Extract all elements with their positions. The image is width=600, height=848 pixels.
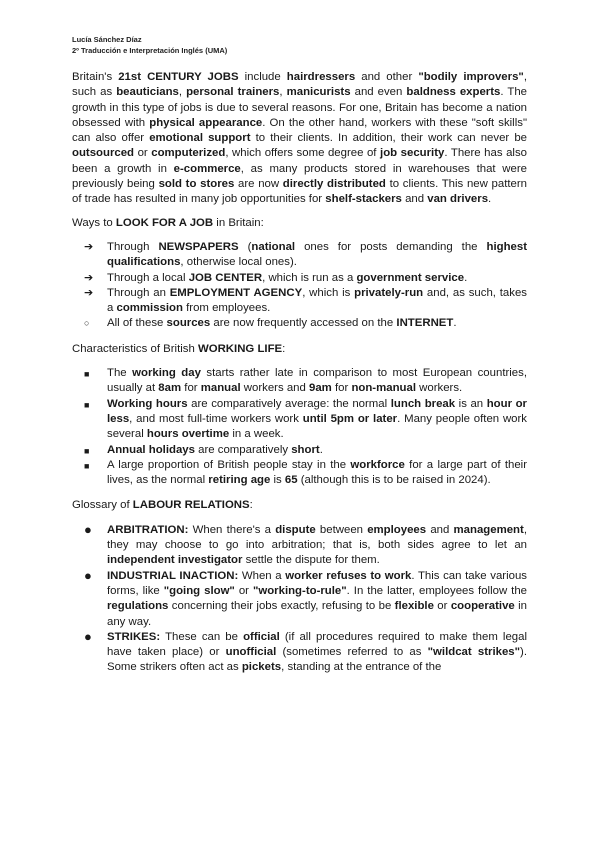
circle-bullet-icon: ○ xyxy=(84,318,90,329)
list-item: ➔ Through NEWSPAPERS (national ones for posts demanding the highest qualifications, otherwise local ones). xyxy=(84,240,528,269)
list-item: ● INDUSTRIAL INACTION: When a worker refuses to work. This can take various forms, like "going slow" or "working-to-rule". In the latter, employees follow the regulations concerning their jobs exactly, refusing to be flexible or cooperative in any way. xyxy=(84,567,528,628)
list-item: ➔ Through a local JOB CENTER, which is run as a government service. xyxy=(72,271,527,286)
course-name: 2º Traducción e Interpretación Inglés (UMA) xyxy=(72,46,228,55)
document-body xyxy=(72,70,527,686)
list-item: ■ A large proportion of British people stay in the workforce for a large part of their lives, as the normal retiring age is 65 (although this is to be raised in 2024). xyxy=(84,458,528,487)
glossary-list xyxy=(72,523,527,676)
characteristics-heading: Characteristics of British WORKING LIFE: xyxy=(72,342,286,355)
arrow-bullet-icon: ➔ xyxy=(84,271,94,284)
page-header xyxy=(72,34,227,56)
ways-heading: Ways to LOOK FOR A JOB in Britain: xyxy=(72,216,264,229)
square-bullet-icon: ■ xyxy=(84,399,90,410)
list-item: ● ARBITRATION: When there's a dispute between employees and management, they may choose to go into arbitration; that is, both sides agree to let an independent investigator settle the dispute for them. xyxy=(84,521,527,567)
intro-paragraph: Britain's 21st CENTURY JOBS include hairdressers and other "bodily improvers", such as beauticians, personal trainers, manicurists and even baldness experts. The growth in this type of jobs is due to several reasons. For one, Britain has become a nation obsessed with physical appearance. On the other hand, workers with these "soft skills" can also offer emotional support to their clients. In addition, their work can never be outsourced or computerized, which offers some degree of job security. There has also been a growth in e-commerce, as many products stored in warehouses that were previously being sold to stores are now directly distributed to clients. This new pattern of trade has resulted in many job opportunities for shelf-stackers and van drivers. xyxy=(72,71,528,206)
arrow-bullet-icon: ➔ xyxy=(84,240,94,253)
author-name: Lucía Sánchez Díaz xyxy=(72,35,142,44)
list-item: ➔ Through an EMPLOYMENT AGENCY, which is privately-run and, as such, takes a commission from employees. xyxy=(84,286,527,315)
list-item: ● STRIKES: These can be official (if all procedures required to make them legal have taken place) or unofficial (sometimes referred to as "wildcat strikes"). Some strikers often act as pickets, standing at the entrance of the xyxy=(84,628,527,674)
glossary-heading: Glossary of LABOUR RELATIONS: xyxy=(72,499,253,512)
characteristics-list xyxy=(72,366,527,488)
square-bullet-icon: ■ xyxy=(84,369,90,380)
dot-bullet-icon: ● xyxy=(84,521,92,537)
list-item: ■ Annual holidays are comparatively short. xyxy=(72,443,527,458)
list-item: ■ The working day starts rather late in comparison to most European countries, usually at 8am for manual workers and 9am for non-manual workers. xyxy=(84,367,527,395)
arrow-bullet-icon: ➔ xyxy=(84,286,94,299)
square-bullet-icon: ■ xyxy=(84,460,90,471)
dot-bullet-icon: ● xyxy=(84,628,92,644)
ways-list xyxy=(72,240,527,332)
list-item: ○ All of these sources are now frequently accessed on the INTERNET. xyxy=(72,316,527,331)
list-item: ■ Working hours are comparatively average: the normal lunch break is an hour or less, and most full-time workers work until 5pm or later. Many people often work several hours overtime in a week. xyxy=(84,397,527,441)
square-bullet-icon: ■ xyxy=(84,445,90,456)
dot-bullet-icon: ● xyxy=(84,567,92,583)
